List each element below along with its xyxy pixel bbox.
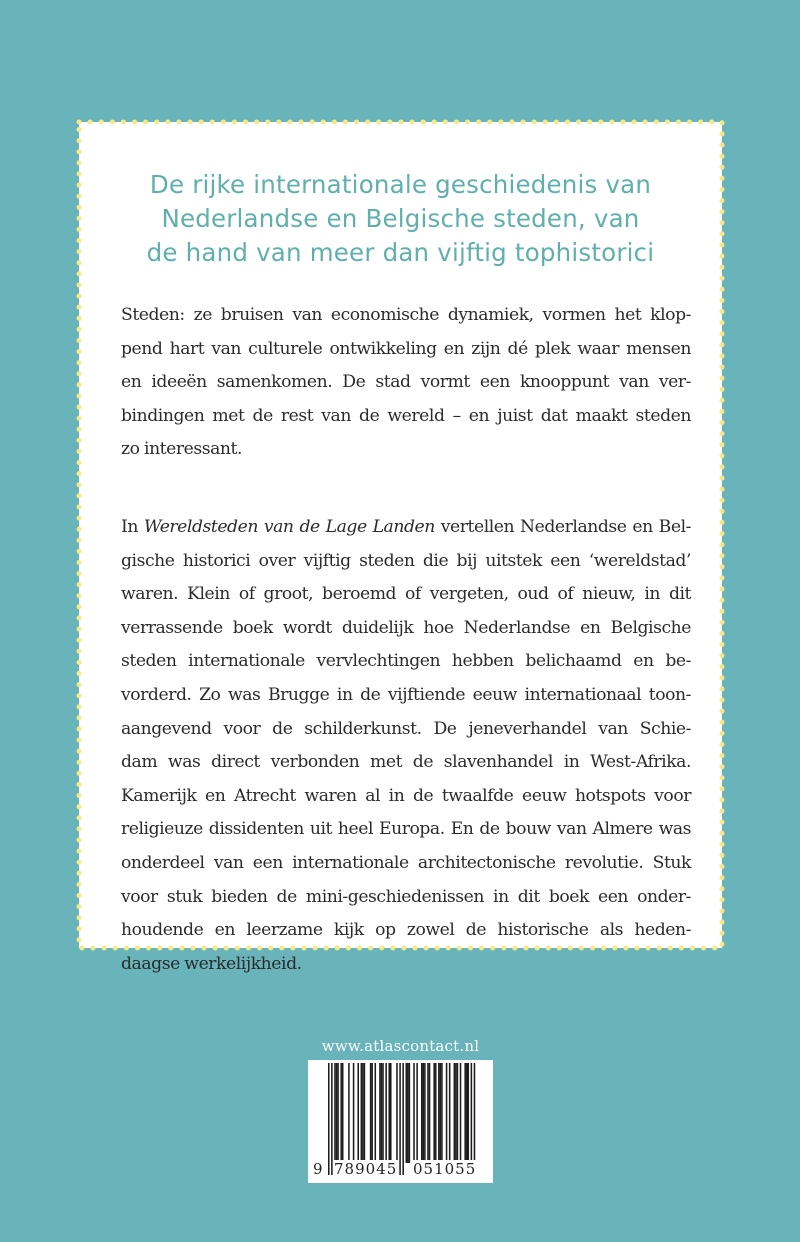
barcode-bar: [471, 1063, 473, 1175]
barcode-bar: [421, 1063, 423, 1163]
barcode-bar: [416, 1063, 418, 1163]
paragraph-intro: [121, 299, 691, 467]
text-fragment: vertellen Nederlandse en Bel-: [434, 517, 691, 537]
barcode-bar: [413, 1063, 415, 1163]
barcode-bar: [375, 1063, 377, 1163]
barcode-bar: [468, 1063, 470, 1163]
barcode-bar: [457, 1063, 459, 1163]
text-line: aangevend voor de schilderkunst. De jeneverhandel van Schie-: [121, 718, 691, 739]
barcode-bar: [337, 1063, 339, 1163]
barcode-bar: [423, 1063, 425, 1163]
headline-line: de hand van meer dan vijftig tophistorici: [146, 238, 655, 267]
barcode-bar: [361, 1063, 363, 1163]
barcode-bar: [370, 1063, 372, 1163]
barcode-bar: [357, 1063, 359, 1163]
text-line: verrassende boek wordt duidelijk hoe Nederlandse en Belgische: [121, 617, 691, 638]
isbn-first-digit: 9: [313, 1160, 324, 1178]
text-line: zo interessant.: [121, 439, 242, 460]
barcode-bar: [336, 1063, 338, 1163]
text-line: onderdeel van een internationale architectonische revolutie. Stuk: [121, 852, 691, 873]
barcode-bar: [433, 1063, 435, 1163]
headline: [79, 168, 722, 270]
barcode-bar: [379, 1063, 381, 1163]
barcode-bar: [441, 1063, 443, 1163]
barcode-bar: [382, 1063, 384, 1163]
barcode-bar: [371, 1063, 373, 1163]
barcode-bar: [440, 1063, 442, 1163]
text-line: bindingen met de rest van de wereld – en juist dat maakt steden: [121, 405, 691, 426]
isbn-group-left: 789045: [334, 1160, 398, 1178]
barcode-bar: [455, 1063, 457, 1163]
barcode-bar: [362, 1063, 364, 1163]
barcode-bar: [460, 1063, 462, 1163]
barcode-bar: [396, 1063, 398, 1163]
text-line: Steden: ze bruisen van economische dynamiek, vormen het klop-: [121, 305, 691, 325]
barcode-bar: [385, 1063, 387, 1163]
text-line: voor stuk bieden de mini-geschiedenissen in dit boek een onder-: [121, 886, 691, 907]
barcode-bar: [381, 1063, 383, 1163]
text-line: en ideeën samenkomen. De stad vormt een knooppunt van ver-: [121, 372, 691, 393]
barcode-bar: [466, 1063, 468, 1163]
barcode-bar: [331, 1063, 333, 1175]
barcode-bar: [474, 1063, 476, 1175]
text-line: religieuze dissidenten uit heel Europa. En de bouw van Almere was: [121, 819, 691, 840]
barcode-bar: [409, 1063, 411, 1163]
barcode-bar: [424, 1063, 426, 1163]
text-line: steden internationale vervlechtingen hebben belichaamd en be-: [121, 651, 691, 672]
barcode-bar: [334, 1063, 336, 1163]
publisher-url[interactable]: www.atlascontact.nl: [321, 1037, 480, 1055]
text-line: houdende en leerzame kijk op zowel de historische als heden-: [121, 920, 691, 941]
barcode-bar: [449, 1063, 451, 1163]
barcode-bar: [464, 1063, 466, 1163]
text-line: daagse werkelijkheid.: [121, 953, 302, 974]
book-title: Wereldsteden van de Lage Landen: [143, 517, 435, 537]
barcode-bar: [364, 1063, 366, 1163]
barcode-bar: [446, 1063, 448, 1163]
barcode-bar: [340, 1063, 342, 1163]
barcode-bar: [399, 1063, 401, 1175]
barcode-bar: [438, 1063, 440, 1163]
text-line: gische historici over vijftig steden die bij uitstek een ‘wereldstad’: [121, 550, 691, 571]
barcode-bar: [427, 1063, 429, 1163]
text-line: waren. Klein of groot, beroemd of vergeten, oud of nieuw, in dit: [121, 584, 691, 605]
barcode-bar: [353, 1063, 355, 1163]
headline-line: Nederlandse en Belgische steden, van: [161, 204, 640, 233]
description-panel: [79, 122, 722, 974]
barcode-bar: [454, 1063, 456, 1163]
barcode-bar: [388, 1063, 390, 1163]
barcode-bar: [390, 1063, 392, 1163]
text-line: pend hart van culturele ontwikkeling en zijn dé plek waar mensen: [121, 338, 691, 359]
text-fragment: In: [121, 517, 144, 537]
barcode-bar: [406, 1063, 408, 1163]
text-line: Kamerijk en Atrecht waren al in de twaalfde eeuw hotspots voor: [121, 785, 691, 806]
barcode-bar: [402, 1063, 404, 1175]
isbn-group-right: 051055: [413, 1160, 477, 1178]
barcode-bar: [348, 1063, 350, 1163]
headline-line: De rijke internationale geschiedenis van: [149, 170, 652, 199]
text-line: [121, 511, 691, 545]
barcode-bar: [342, 1063, 344, 1163]
barcode-bar: [407, 1063, 409, 1163]
barcode-bar: [429, 1063, 431, 1163]
text-line: vorderd. Zo was Brugge in de vijftiende eeuw internationaal toon-: [121, 684, 691, 705]
barcode: [308, 1060, 493, 1183]
barcode-bar: [435, 1063, 437, 1163]
paragraph-description: [121, 511, 691, 981]
text-line: dam was direct verbonden met de slavenhandel in West-Afrika.: [121, 752, 691, 773]
barcode-bar: [328, 1063, 330, 1175]
